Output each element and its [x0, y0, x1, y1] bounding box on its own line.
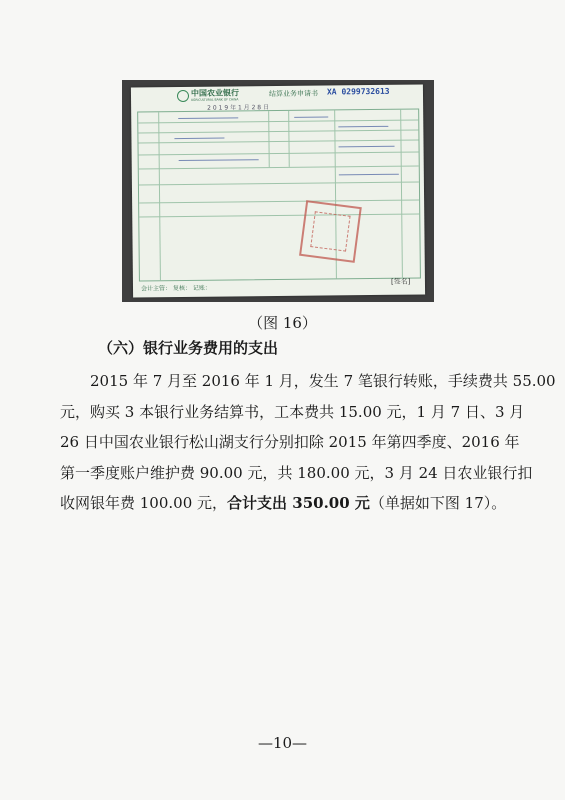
- bank-name-en: AGRICULTURAL BANK OF CHINA: [191, 97, 239, 102]
- form-grid: [137, 109, 421, 282]
- paragraph-line: [60, 488, 510, 519]
- paragraph-line: 元，购买 3 本银行业务结算书，工本费共 15.00 元，1 月 7 日、3 月: [60, 402, 525, 421]
- line5-suffix: （单据如下图 17）。: [369, 494, 507, 512]
- form-row-line: [139, 200, 419, 204]
- settlement-application-form: [131, 84, 425, 297]
- signature: [签名]: [390, 277, 411, 286]
- form-col-line: [268, 111, 270, 167]
- line5-text: 收网银年费 100.00 元，: [60, 494, 228, 512]
- handwriting-mark: [294, 116, 328, 117]
- handwriting-mark: [338, 126, 388, 128]
- paragraph-line: 2015 年 7 月至 2016 年 1 月，发生 7 笔银行转账，手续费共 55.00: [90, 372, 556, 390]
- form-row-line: [138, 140, 418, 144]
- handwriting-mark: [339, 146, 395, 148]
- bank-name: 中国农业银行: [190, 88, 240, 98]
- form-row-line: [139, 166, 419, 170]
- form-col-line: [288, 111, 290, 167]
- form-footer: 会计主管： 复核： 记账：: [140, 284, 211, 293]
- form-row-line: [138, 130, 418, 134]
- body-paragraph: [60, 366, 556, 519]
- handwriting-mark: [179, 159, 259, 161]
- bank-form-photo: [122, 80, 434, 302]
- form-row-line: [139, 152, 419, 156]
- handwriting-mark: [174, 138, 224, 140]
- figure-caption: （图 16）: [248, 314, 317, 332]
- page-number: —10—: [257, 734, 308, 752]
- form-header: [131, 84, 423, 105]
- bank-logo-icon: [177, 90, 189, 102]
- section-heading: （六）银行业务费用的支出: [98, 339, 279, 357]
- handwriting-mark: [178, 117, 238, 119]
- form-serial: XA 0299732613: [326, 86, 390, 97]
- form-title: 结算业务申请书: [268, 89, 319, 99]
- paragraph-line: 26 日中国农业银行松山湖支行分别扣除 2015 年第四季度、2016 年: [60, 433, 520, 451]
- paragraph-line: 第一季度账户维护费 90.00 元，共 180.00 元，3 月 24 日农业银行扣: [60, 463, 533, 482]
- form-row-line: [138, 120, 418, 124]
- total-expense-text: 合计支出 350.00 元: [227, 494, 370, 512]
- form-date: 2 0 1 9 年 1 月 2 8 日: [207, 104, 270, 112]
- red-seal-stamp: [299, 200, 362, 263]
- form-col-line: [400, 110, 403, 278]
- form-row-line: [139, 214, 419, 218]
- form-col-line: [158, 112, 161, 280]
- handwriting-mark: [339, 174, 399, 176]
- form-row-line: [139, 182, 419, 186]
